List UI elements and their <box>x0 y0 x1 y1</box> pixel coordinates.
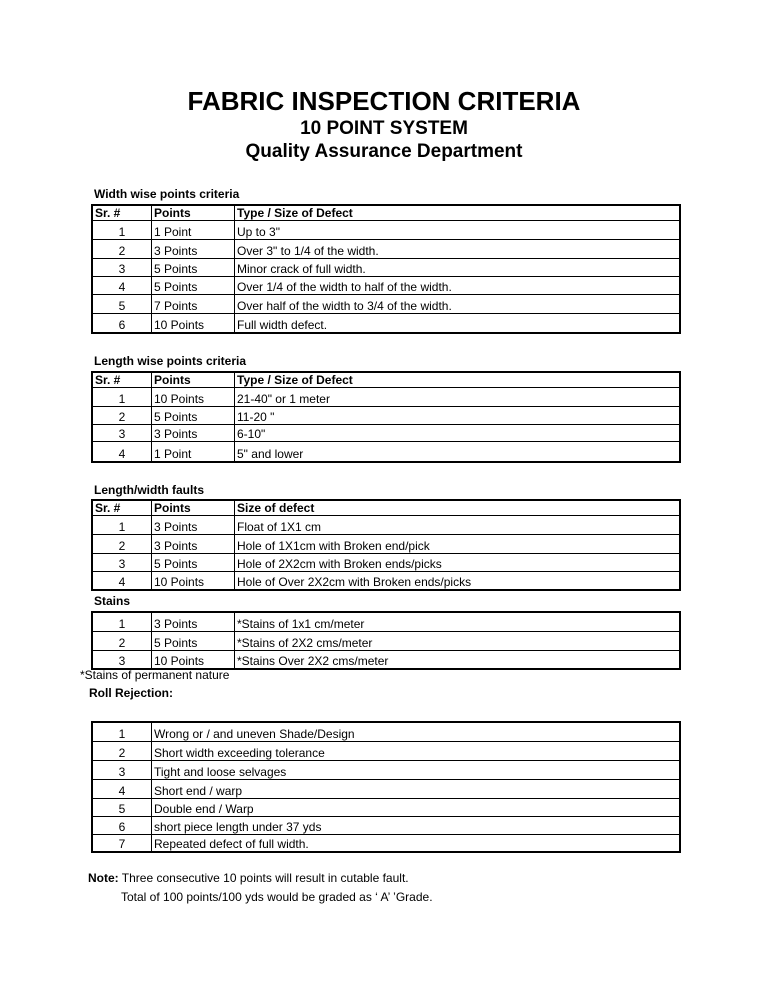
cell-sr: 3 <box>92 760 152 779</box>
cell-defect: Hole of 2X2cm with Broken ends/picks <box>235 554 681 572</box>
note-line-1 <box>88 871 409 885</box>
header-size: Size of defect <box>235 500 681 516</box>
cell-defect: Float of 1X1 cm <box>235 516 681 535</box>
cell-defect: *Stains of 2X2 cms/meter <box>235 631 681 650</box>
length-wise-table <box>91 371 681 463</box>
header-points: Points <box>152 372 235 388</box>
cell-points: 1 Point <box>152 442 235 462</box>
table-row <box>92 221 680 240</box>
stains-heading: Stains <box>94 594 131 608</box>
cell-sr: 5 <box>92 295 152 314</box>
cell-defect: *Stains Over 2X2 cms/meter <box>235 650 681 669</box>
width-wise-heading: Width wise points criteria <box>94 187 240 201</box>
roll-rejection-table <box>91 721 681 853</box>
cell-points: 3 Points <box>152 535 235 554</box>
table-row <box>92 760 680 779</box>
cell-points: 5 Points <box>152 554 235 572</box>
cell-defect: 5" and lower <box>235 442 681 462</box>
cell-sr: 7 <box>92 834 152 852</box>
table-row <box>92 722 680 741</box>
cell-sr: 3 <box>92 554 152 572</box>
table-row <box>92 314 680 333</box>
cell-sr: 1 <box>92 516 152 535</box>
cell-defect: Over half of the width to 3/4 of the width. <box>235 295 681 314</box>
table-row <box>92 572 680 590</box>
table-row <box>92 295 680 314</box>
department-name: Quality Assurance Department <box>245 141 523 162</box>
cell-defect: 6-10" <box>235 425 681 442</box>
table-row <box>92 442 680 462</box>
cell-points: 5 Points <box>152 277 235 295</box>
table-row <box>92 779 680 798</box>
table-row <box>92 650 680 669</box>
length-wise-heading: Length wise points criteria <box>94 354 247 368</box>
stains-table <box>91 611 681 670</box>
table-header-row <box>92 500 680 516</box>
table-header-row <box>92 372 680 388</box>
width-wise-table <box>91 204 681 334</box>
cell-sr: 1 <box>92 612 152 631</box>
header-type: Type / Size of Defect <box>235 205 681 221</box>
cell-defect: 11-20 " <box>235 407 681 425</box>
cell-sr: 2 <box>92 741 152 760</box>
table-row <box>92 834 680 852</box>
cell-points: 10 Points <box>152 650 235 669</box>
cell-points: 3 Points <box>152 425 235 442</box>
cell-points: 10 Points <box>152 314 235 333</box>
table-row <box>92 612 680 631</box>
cell-reason: Tight and loose selvages <box>152 760 681 779</box>
cell-sr: 4 <box>92 572 152 590</box>
cell-sr: 1 <box>92 722 152 741</box>
table-row <box>92 516 680 535</box>
table-row <box>92 240 680 259</box>
cell-sr: 2 <box>92 407 152 425</box>
cell-sr: 3 <box>92 425 152 442</box>
cell-reason: Short end / warp <box>152 779 681 798</box>
cell-sr: 3 <box>92 259 152 277</box>
cell-sr: 6 <box>92 816 152 834</box>
table-row <box>92 631 680 650</box>
roll-rejection-heading: Roll Rejection: <box>89 686 174 700</box>
cell-sr: 1 <box>92 221 152 240</box>
cell-sr: 2 <box>92 535 152 554</box>
cell-sr: 4 <box>92 779 152 798</box>
table-row <box>92 259 680 277</box>
table-row <box>92 798 680 816</box>
header-type: Type / Size of Defect <box>235 372 681 388</box>
table-header-row <box>92 205 680 221</box>
cell-sr: 3 <box>92 650 152 669</box>
cell-sr: 5 <box>92 798 152 816</box>
cell-points: 5 Points <box>152 407 235 425</box>
cell-points: 10 Points <box>152 388 235 407</box>
cell-reason: Double end / Warp <box>152 798 681 816</box>
cell-points: 3 Points <box>152 612 235 631</box>
cell-points: 3 Points <box>152 240 235 259</box>
cell-defect: Minor crack of full width. <box>235 259 681 277</box>
cell-points: 5 Points <box>152 259 235 277</box>
header-sr: Sr. # <box>92 205 152 221</box>
cell-defect: *Stains of 1x1 cm/meter <box>235 612 681 631</box>
cell-defect: Up to 3" <box>235 221 681 240</box>
cell-defect: Full width defect. <box>235 314 681 333</box>
table-row <box>92 535 680 554</box>
cell-defect: Over 3" to 1/4 of the width. <box>235 240 681 259</box>
header-points: Points <box>152 500 235 516</box>
note-label: Note: <box>88 871 119 885</box>
cell-points: 7 Points <box>152 295 235 314</box>
cell-reason: Short width exceeding tolerance <box>152 741 681 760</box>
note-line-2: Total of 100 points/100 yds would be graded as ‘ A’ ’Grade. <box>121 890 433 904</box>
cell-points: 5 Points <box>152 631 235 650</box>
stains-footnote: *Stains of permanent nature <box>80 668 230 682</box>
cell-defect: Hole of Over 2X2cm with Broken ends/picks <box>235 572 681 590</box>
cell-reason: short piece length under 37 yds <box>152 816 681 834</box>
cell-defect: Hole of 1X1cm with Broken end/pick <box>235 535 681 554</box>
table-row <box>92 388 680 407</box>
cell-sr: 2 <box>92 240 152 259</box>
cell-points: 10 Points <box>152 572 235 590</box>
cell-defect: 21-40" or 1 meter <box>235 388 681 407</box>
cell-sr: 4 <box>92 277 152 295</box>
length-width-faults-table <box>91 499 681 591</box>
cell-points: 1 Point <box>152 221 235 240</box>
cell-reason: Wrong or / and uneven Shade/Design <box>152 722 681 741</box>
table-row <box>92 741 680 760</box>
cell-points: 3 Points <box>152 516 235 535</box>
note-text: Three consecutive 10 points will result in cutable fault. <box>118 871 409 885</box>
page-title: FABRIC INSPECTION CRITERIA <box>187 86 581 116</box>
table-row <box>92 407 680 425</box>
cell-sr: 2 <box>92 631 152 650</box>
cell-sr: 6 <box>92 314 152 333</box>
cell-sr: 4 <box>92 442 152 462</box>
header-sr: Sr. # <box>92 372 152 388</box>
table-row <box>92 554 680 572</box>
table-row <box>92 277 680 295</box>
table-row <box>92 816 680 834</box>
cell-reason: Repeated defect of full width. <box>152 834 681 852</box>
cell-sr: 1 <box>92 388 152 407</box>
cell-defect: Over 1/4 of the width to half of the width. <box>235 277 681 295</box>
length-width-faults-heading: Length/width faults <box>94 483 204 497</box>
page-subtitle: 10 POINT SYSTEM <box>300 118 468 139</box>
table-row <box>92 425 680 442</box>
header-sr: Sr. # <box>92 500 152 516</box>
header-points: Points <box>152 205 235 221</box>
